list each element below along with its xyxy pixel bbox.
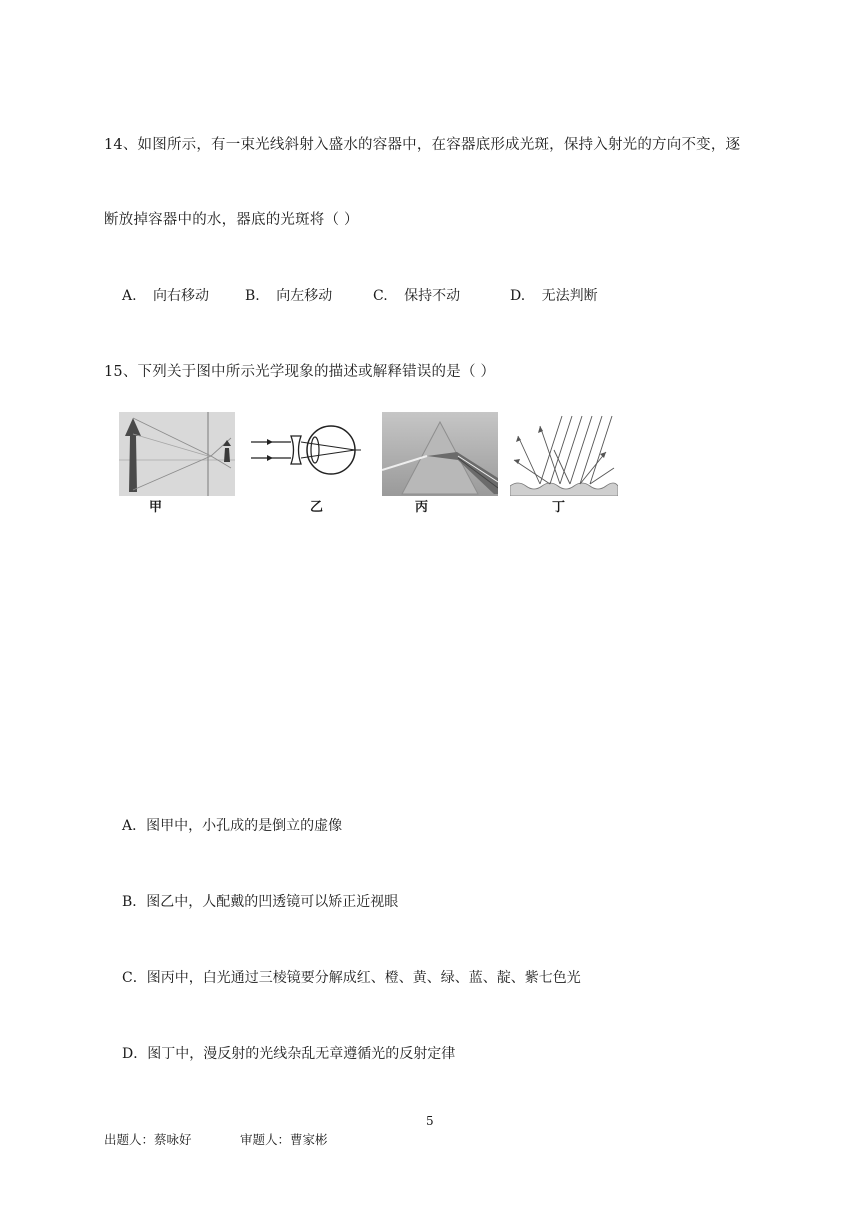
option-letter: C. bbox=[373, 288, 388, 304]
pinhole-camera-icon bbox=[119, 412, 235, 496]
footer-reviewer: 审题人：曹家彬 bbox=[240, 1132, 328, 1147]
pinhole-camera-figure bbox=[119, 412, 235, 508]
figure-label-bing: 丙 bbox=[415, 500, 429, 515]
option-letter: B. bbox=[245, 288, 260, 304]
option-text: 保持不动 bbox=[404, 288, 461, 304]
q15-option-c: C．图丙中，白光通过三棱镜要分解成红、橙、黄、绿、蓝、靛、紫七色光 bbox=[122, 970, 581, 986]
q14-option-a bbox=[122, 285, 209, 305]
option-text: 无法判断 bbox=[541, 288, 598, 304]
prism-icon bbox=[382, 412, 498, 496]
option-text: 向右移动 bbox=[153, 288, 210, 304]
q14-option-d bbox=[510, 285, 598, 305]
eye-lens-figure bbox=[247, 412, 369, 508]
page-number: 5 bbox=[426, 1114, 434, 1128]
diffuse-reflection-figure bbox=[510, 412, 618, 508]
q15-option-d: D．图丁中，漫反射的光线杂乱无章遵循光的反射定律 bbox=[122, 1046, 456, 1062]
diffuse-reflection-icon bbox=[510, 412, 618, 496]
q15-stem: 15、下列关于图中所示光学现象的描述或解释错误的是（ ） bbox=[104, 364, 496, 380]
q14-option-c bbox=[373, 285, 460, 305]
option-letter: D. bbox=[510, 288, 526, 304]
figure-label-jia: 甲 bbox=[149, 500, 163, 515]
footer-author: 出题人：蔡咏好 bbox=[104, 1132, 192, 1147]
q15-option-a: A．图甲中，小孔成的是倒立的虚像 bbox=[122, 818, 343, 834]
figure-label-ding: 丁 bbox=[552, 500, 566, 515]
prism-figure bbox=[382, 412, 498, 508]
q15-option-b: B．图乙中，人配戴的凹透镜可以矫正近视眼 bbox=[122, 894, 399, 910]
q14-option-b bbox=[245, 285, 332, 305]
option-letter: A. bbox=[122, 288, 137, 304]
eye-lens-icon bbox=[247, 412, 369, 496]
option-text: 向左移动 bbox=[276, 288, 333, 304]
figure-label-yi: 乙 bbox=[310, 500, 324, 515]
q14-stem-line2: 断放掉容器中的水，器底的光斑将（ ） bbox=[104, 212, 359, 228]
q14-stem-line1: 14、如图所示，有一束光线斜射入盛水的容器中，在容器底形成光斑，保持入射光的方向不变，逐 bbox=[104, 137, 741, 153]
